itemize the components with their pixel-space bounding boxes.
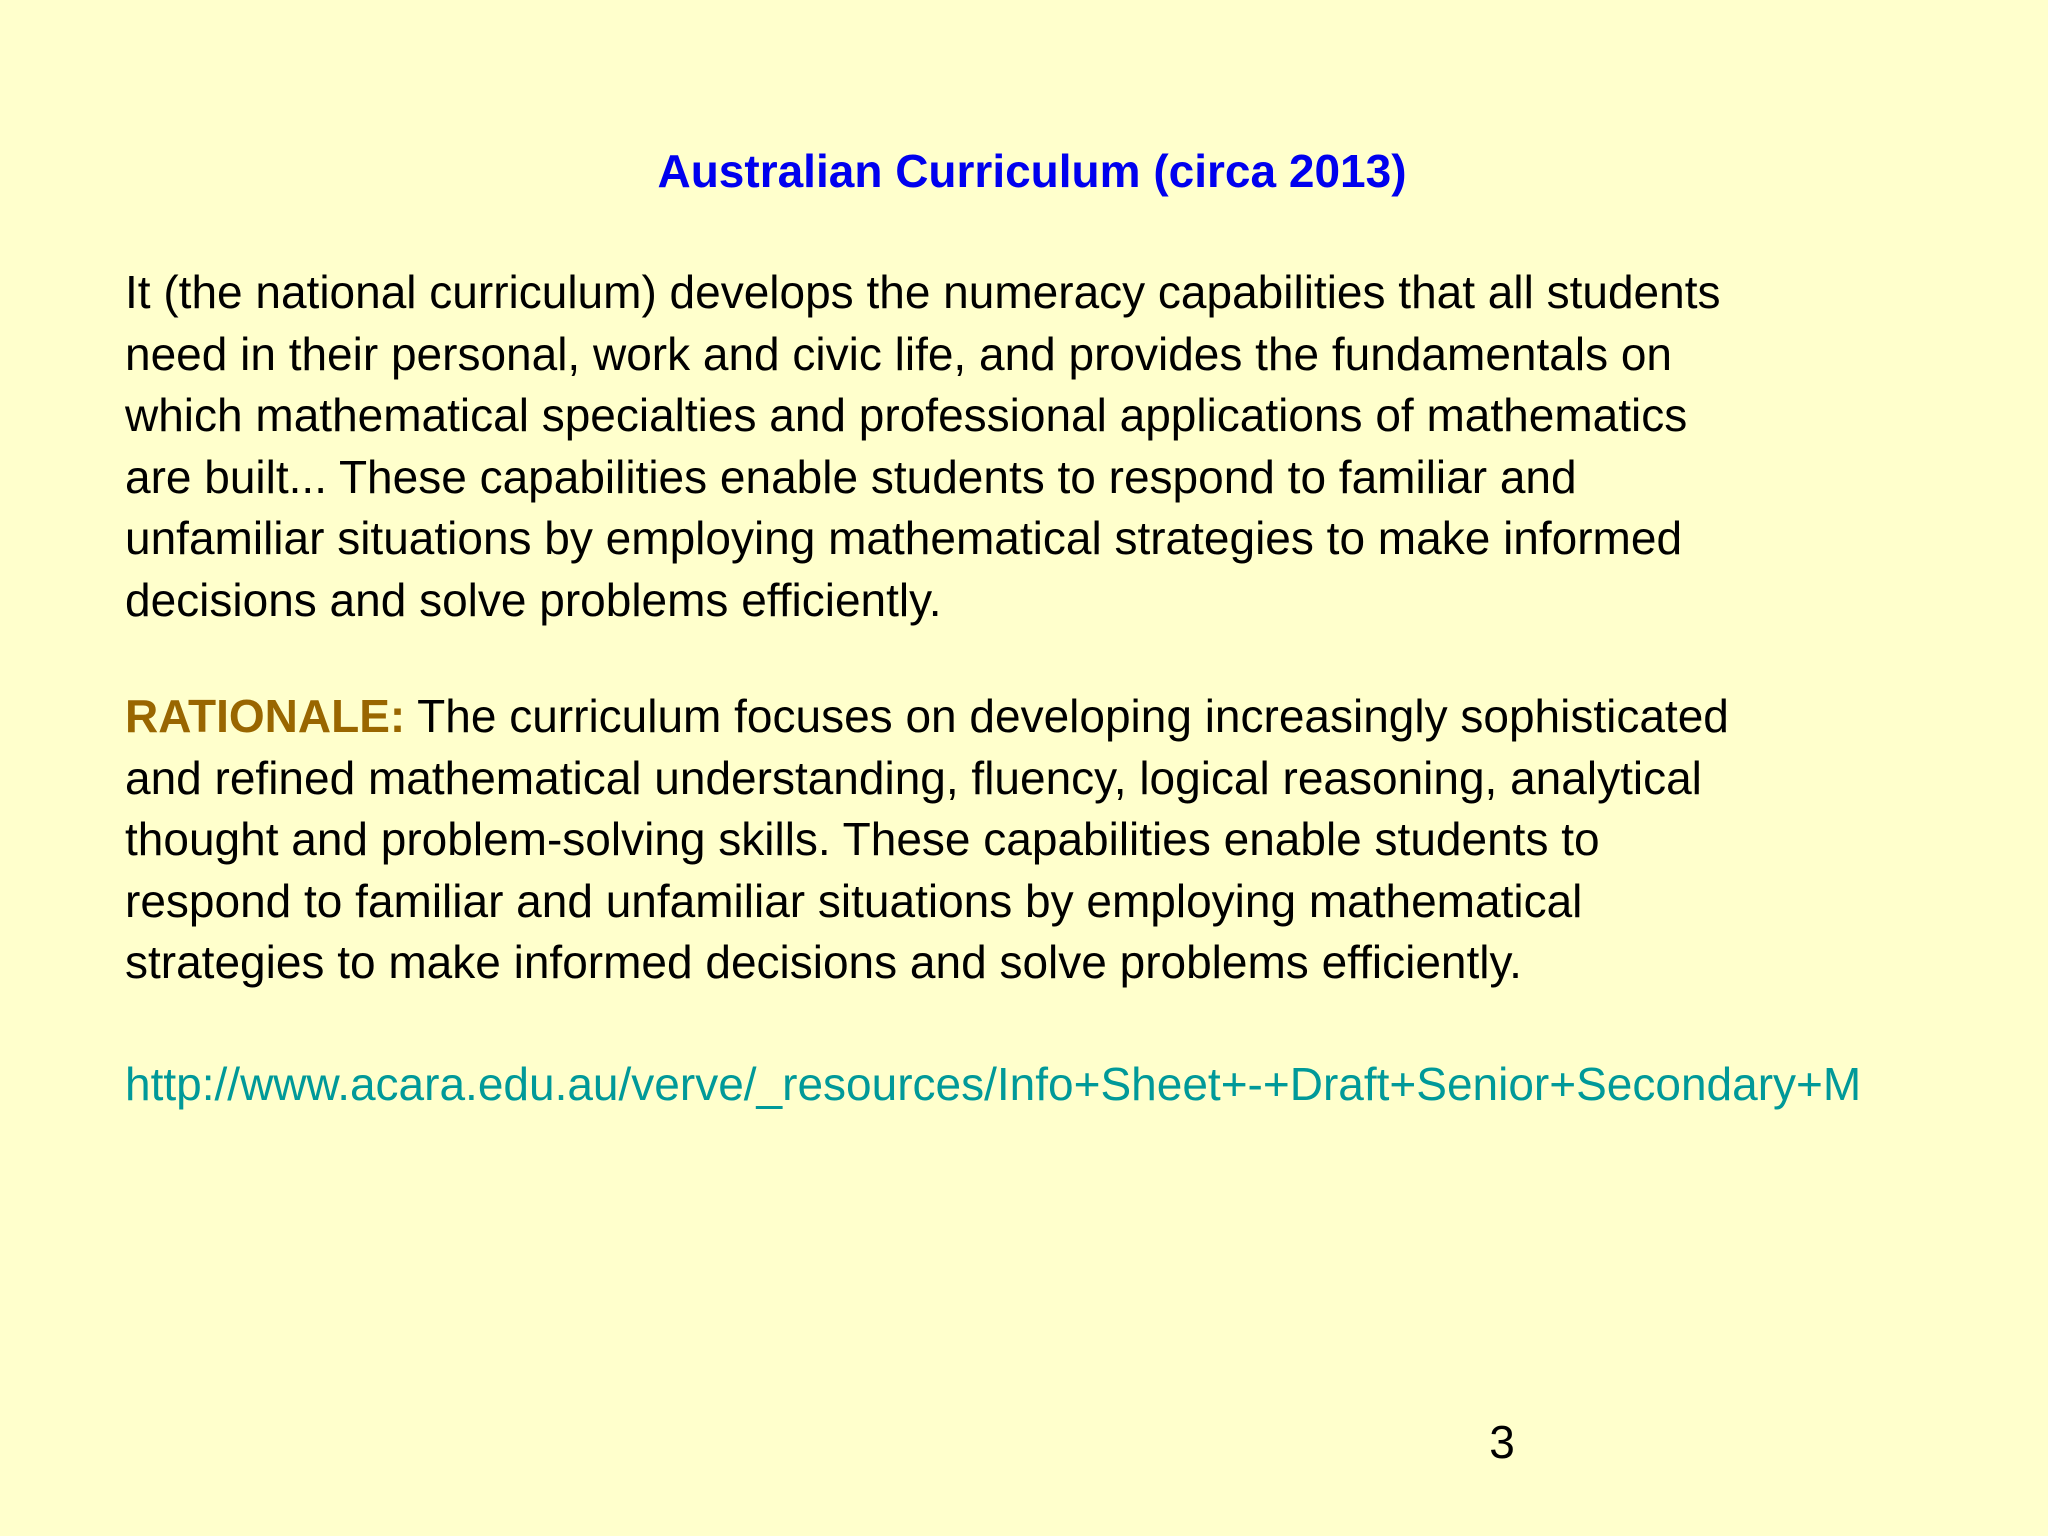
paragraph-line: respond to familiar and unfamiliar situations by employing mathematical (125, 874, 1583, 927)
paragraph-line: unfamiliar situations by employing mathematical strategies to make informed (125, 512, 1683, 564)
paragraph-line: thought and problem-solving skills. These capabilities enable students to (125, 813, 1600, 865)
source-link[interactable]: http://www.acara.edu.au/verve/_resources/Info+Sheet+-+Draft+Senior+Secondary+M (125, 1058, 1862, 1110)
paragraph-line: strategies to make informed decisions and solve problems efficiently. (125, 936, 1522, 988)
rationale-text: The curriculum focuses on developing increasingly sophisticated (405, 690, 1729, 742)
paragraph-line: need in their personal, work and civic life, and provides the fundamentals on (125, 327, 1673, 380)
paragraph-line (125, 686, 2025, 748)
paragraph-line: decisions and solve problems efficiently. (125, 573, 942, 626)
rationale-label: RATIONALE: (125, 690, 406, 742)
paragraph-line: which mathematical specialties and professional applications of mathematics (125, 389, 1688, 441)
paragraph-line: It (the national curriculum) develops the numeracy capabilities that all students (125, 266, 1721, 318)
paragraph-line: are built... These capabilities enable students to respond to familiar and (125, 450, 1577, 503)
paragraph-line: and refined mathematical understanding, fluency, logical reasoning, analytical (125, 751, 1702, 804)
slide-title: Australian Curriculum (circa 2013) (657, 145, 1407, 197)
page-number: 3 (1489, 1416, 1515, 1468)
curriculum-paragraph (125, 262, 2025, 631)
rationale-paragraph (125, 686, 2025, 994)
